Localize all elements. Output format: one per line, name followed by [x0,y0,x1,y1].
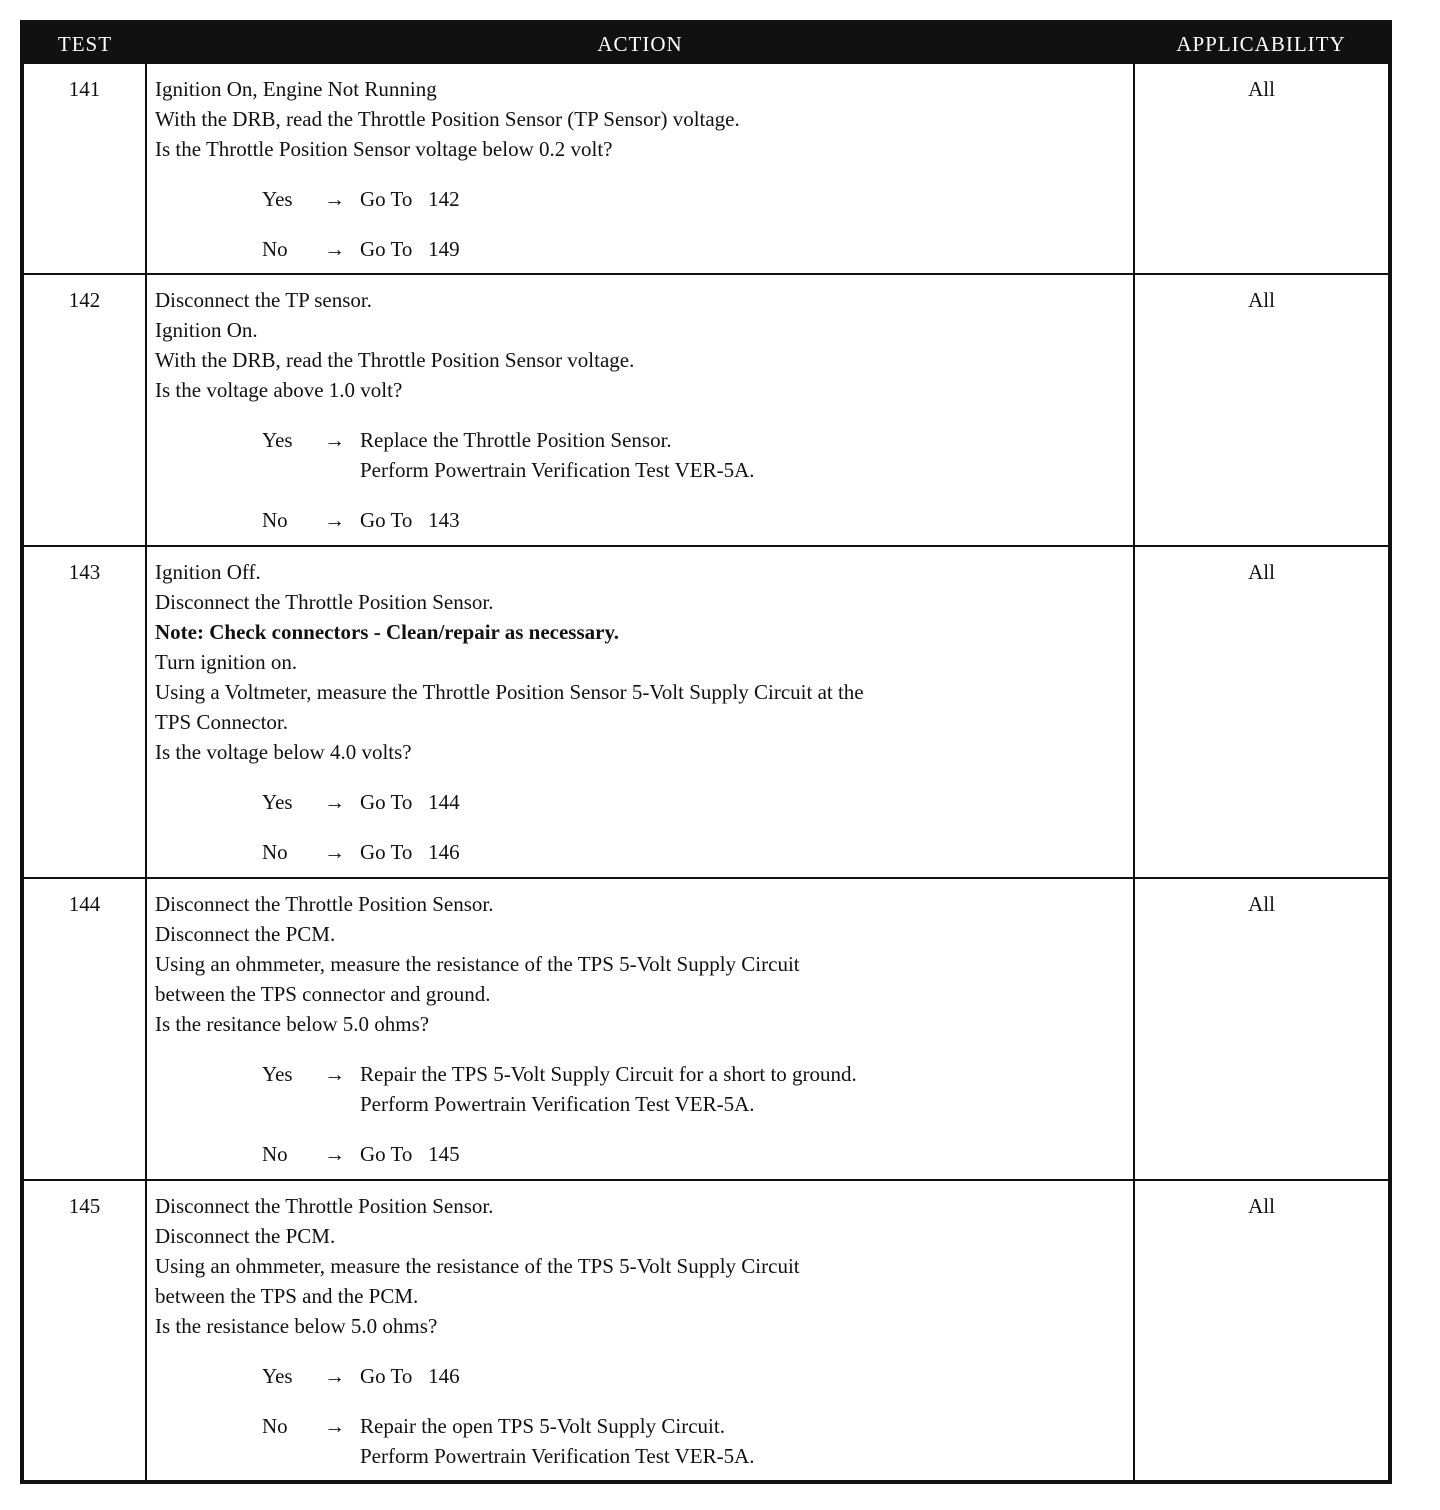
outcome-label: No [262,508,288,532]
action-line: Disconnect the PCM. [155,922,336,946]
action-line: Disconnect the Throttle Position Sensor. [155,1194,494,1218]
outcome-label: No [262,840,288,864]
applicability-value: All [1134,64,1390,274]
table-row [22,546,1390,878]
outcome-yes [262,1059,1127,1119]
action-line: Disconnect the Throttle Position Sensor. [155,892,494,916]
outcome-yes [262,1361,1127,1391]
action-cell [146,64,1134,274]
action-line: With the DRB, read the Throttle Position Sensor (TP Sensor) voltage. [155,107,740,131]
test-procedure-document [20,20,1388,1484]
outcome-result [360,425,1127,485]
table-row [22,878,1390,1180]
outcome-no [262,1411,1127,1471]
header-action: ACTION [146,22,1134,64]
outcome-result [360,1059,1127,1119]
action-line: Disconnect the Throttle Position Sensor. [155,590,494,614]
action-line: Is the voltage above 1.0 volt? [155,378,403,402]
arrow-icon: → [324,790,345,814]
outcome-label: No [262,1142,288,1166]
outcome-label: Yes [262,428,293,452]
outcome-label: Yes [262,790,293,814]
header-row [22,22,1390,64]
arrow-icon: → [324,1414,345,1438]
outcome-no [262,837,1127,867]
outcome-no [262,234,1127,264]
result-line: Go To 145 [360,1142,460,1166]
test-number: 142 [22,274,146,546]
action-line: Is the resitance below 5.0 ohms? [155,1012,430,1036]
outcome-result [360,1139,1127,1169]
result-line: Repair the open TPS 5-Volt Supply Circuit. [360,1414,725,1438]
result-line: Repair the TPS 5-Volt Supply Circuit for a short to ground. [360,1062,857,1086]
action-line: Disconnect the TP sensor. [155,288,372,312]
outcome-no [262,505,1127,535]
applicability-value: All [1134,878,1390,1180]
outcome-yes [262,184,1127,214]
result-line: Go To 143 [360,508,460,532]
test-number: 145 [22,1180,146,1482]
action-cell [146,274,1134,546]
table-row [22,1180,1390,1482]
table-row [22,64,1390,274]
test-number: 144 [22,878,146,1180]
outcome-result [360,234,1127,264]
test-number: 141 [22,64,146,274]
applicability-value: All [1134,274,1390,546]
header-test: TEST [22,22,146,64]
arrow-icon: → [324,508,345,532]
result-line: Go To 149 [360,237,460,261]
outcome-result [360,1411,1127,1471]
action-cell [146,878,1134,1180]
arrow-icon: → [324,840,345,864]
test-table [20,20,1392,1484]
action-line: Ignition On, Engine Not Running [155,77,437,101]
result-line: Go To 146 [360,840,460,864]
result-line: Perform Powertrain Verification Test VER-5A. [360,1444,755,1468]
outcome-result [360,505,1127,535]
action-line: Using an ohmmeter, measure the resistance of the TPS 5-Volt Supply Circuit [155,952,800,976]
action-line: Turn ignition on. [155,650,298,674]
result-line: Perform Powertrain Verification Test VER-5A. [360,458,755,482]
outcome-label: No [262,1414,288,1438]
test-number: 143 [22,546,146,878]
action-line: Using an ohmmeter, measure the resistance of the TPS 5-Volt Supply Circuit [155,1254,800,1278]
outcome-label: Yes [262,1364,293,1388]
outcome-result [360,184,1127,214]
action-line: With the DRB, read the Throttle Position Sensor voltage. [155,348,635,372]
action-line: Ignition On. [155,318,258,342]
action-cell [146,1180,1134,1482]
action-cell [146,546,1134,878]
arrow-icon: → [324,1062,345,1086]
action-line: Disconnect the PCM. [155,1224,336,1248]
arrow-icon: → [324,187,345,211]
action-line: between the TPS connector and ground. [155,982,491,1006]
outcome-yes [262,787,1127,817]
outcome-label: Yes [262,187,293,211]
outcome-label: Yes [262,1062,293,1086]
action-line: Is the voltage below 4.0 volts? [155,740,412,764]
table-row [22,274,1390,546]
note-line: Note: Check connectors - Clean/repair as necessary. [155,620,620,644]
action-line: TPS Connector. [155,710,289,734]
outcome-no [262,1139,1127,1169]
arrow-icon: → [324,237,345,261]
action-line: Is the resistance below 5.0 ohms? [155,1314,438,1338]
applicability-value: All [1134,546,1390,878]
result-line: Perform Powertrain Verification Test VER-5A. [360,1092,755,1116]
outcome-result [360,1361,1127,1391]
action-line: Ignition Off. [155,560,261,584]
result-line: Go To 144 [360,790,460,814]
action-line: Using a Voltmeter, measure the Throttle Position Sensor 5-Volt Supply Circuit at the [155,680,864,704]
arrow-icon: → [324,428,345,452]
result-line: Go To 142 [360,187,460,211]
arrow-icon: → [324,1142,345,1166]
result-line: Go To 146 [360,1364,460,1388]
applicability-value: All [1134,1180,1390,1482]
arrow-icon: → [324,1364,345,1388]
outcome-result [360,837,1127,867]
outcome-result [360,787,1127,817]
header-applicability: APPLICABILITY [1134,22,1390,64]
action-line: Is the Throttle Position Sensor voltage below 0.2 volt? [155,137,613,161]
action-line: between the TPS and the PCM. [155,1284,419,1308]
result-line: Replace the Throttle Position Sensor. [360,428,672,452]
outcome-yes [262,425,1127,485]
outcome-label: No [262,237,288,261]
